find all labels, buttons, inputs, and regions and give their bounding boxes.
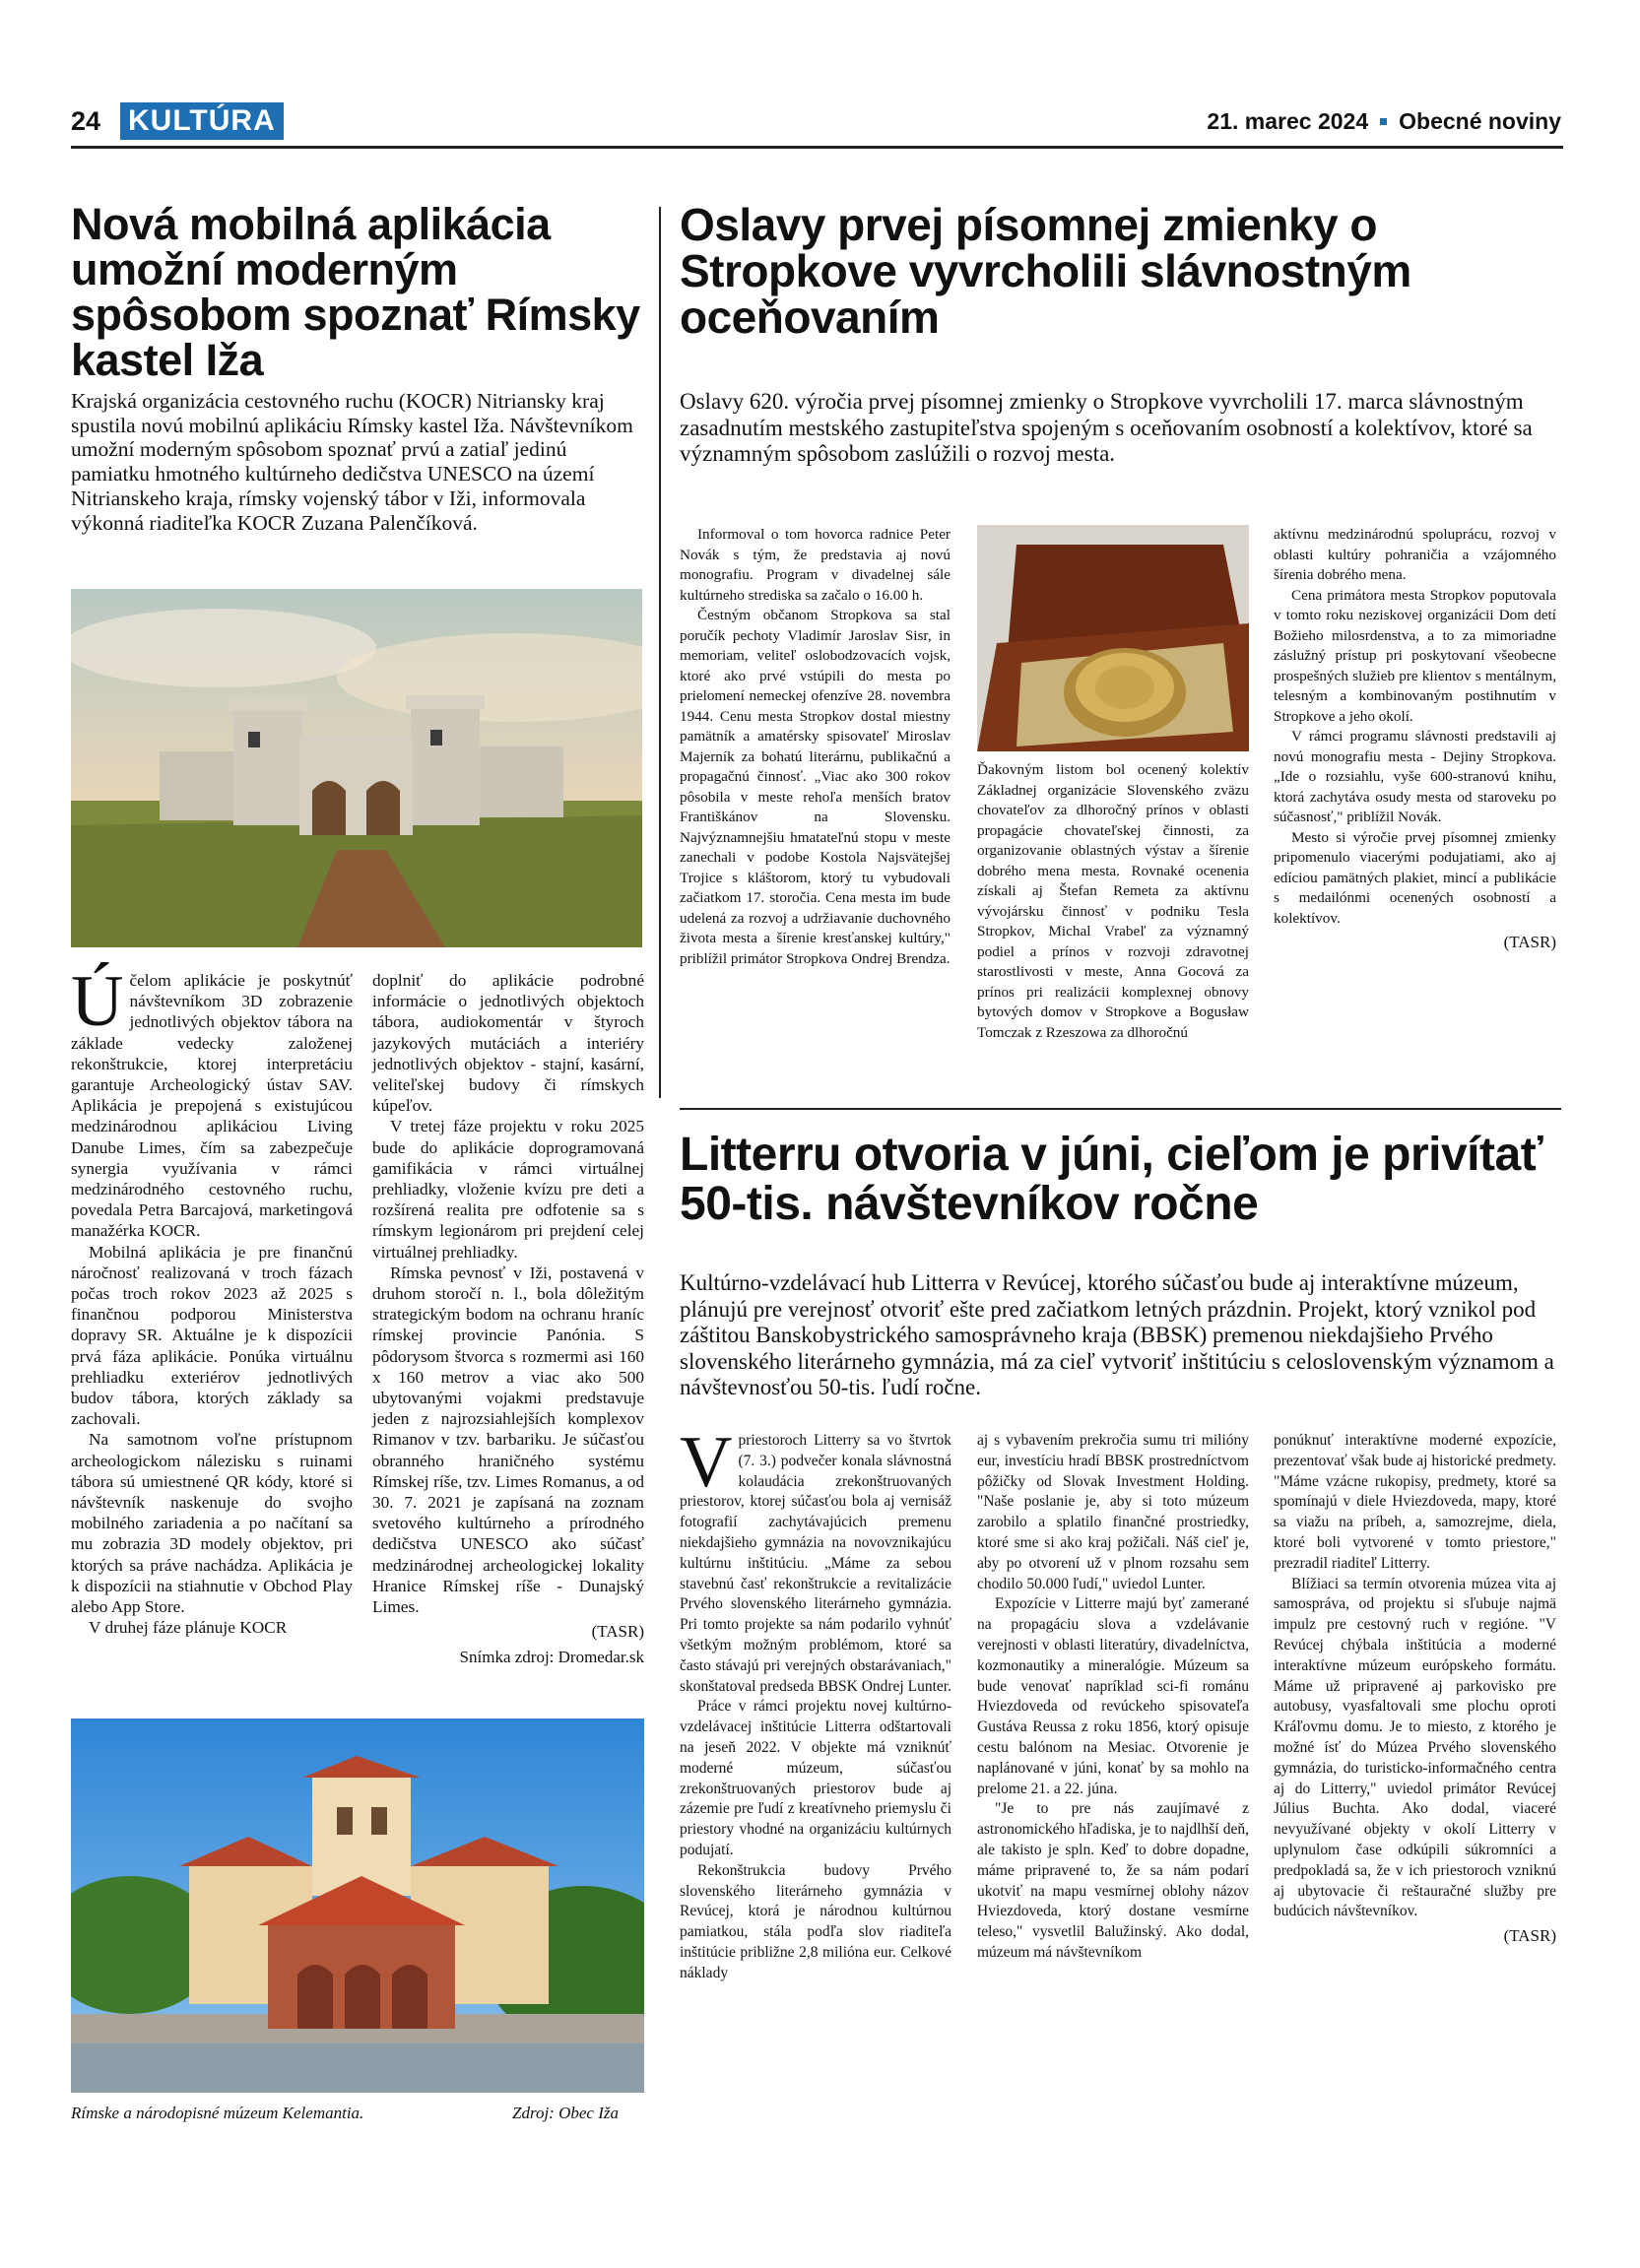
article2-lead: Oslavy 620. výročia prvej písomnej zmienky o Stropkove vyvrcholili 17. marca slávnostným zasadnutím mestského zastupiteľstva spojeným s oceňovaním osobností a kolektívov, ktoré sa významným spôsobom zaslúžili o rozvoj mesta. xyxy=(680,389,1533,466)
article1-paragraph: Mobilná aplikácia je pre finančnú náročnosť realizovaná v troch fázach počas troch rokov 2023 až 2025 s finančnou podporou Ministerstva dopravy SR. Aktuálne je k dispozícii prvá fáza aplikácie. Ponúka virtuálnu prehliadku exteriérov jednotlivých budov tábora, ktorých základy sa zachovali. xyxy=(71,1242,353,1429)
article2-column1 xyxy=(680,525,951,969)
article1-source: (TASR) xyxy=(591,1622,644,1642)
dropcap: V xyxy=(680,1422,733,1503)
article2-paragraph: V rámci programu slávnosti predstavili aj novú monografiu mesta - Dejiny Stropkova. „Ide o rozsiahlu, vyše 600-stranovú knihu, ktorá zachytáva osudy mesta od staroveku po súčasnosť," priblížil Novák. xyxy=(1274,728,1556,825)
roman-fort-illustration xyxy=(71,589,642,947)
dropcap: Ú xyxy=(71,961,124,1042)
article2-paragraph: Cena primátora mesta Stropkov poputovala v tomto roku neziskovej organizácii Dom detí Božieho milosrdenstva, a to za mimoriadne záslužný prístup pri poskytovaní všeobecne prospešných služieb pre klientov s mentálnym, telesným a kombinovaným postihnutím v Stropkove a jeho okolí. xyxy=(1274,586,1556,725)
article1-title: Nová mobilná aplikácia umožní moderným spôsobom spoznať Rímsky kastel Iža xyxy=(71,199,640,385)
article3-paragraph: ponúknuť interaktívne moderné expozície, prezentovať však bude aj historické predmety. "Máme vzácne rukopisy, predmety, ktoré sa spomínajú v diele Hviezdoveda, mapy, ktoré sa viažu na príbeh, a, samozrejme, diela, ktoré boli vytvorené v tomto priestore," prezradil riaditeľ Litterry. xyxy=(1274,1432,1556,1572)
article2-column2 xyxy=(977,760,1249,1043)
article3-paragraph: Rekonštrukcia budovy Prvého slovenského literárneho gymnázia v Revúcej, ktorá je národnou kultúrnou pamiatkou, stála podľa slov riaditeľa inštitúcie približne 2,8 milióna eur. Celkové náklady xyxy=(680,1861,951,1981)
article1-paragraph xyxy=(71,961,353,1242)
award-seal-photo xyxy=(977,525,1249,751)
article1-column1 xyxy=(71,961,353,1639)
article2-title: Oslavy prvej písomnej zmienky o Stropkove vyvrcholili slávnostným oceňovaním xyxy=(680,199,1411,343)
article1-first-text: čelom aplikácie je poskytnúť návštevníkom 3D zobrazenie jednotlivých objektov tábora na základe vedecky založenej rekonštrukcie, ktorej interpretáciu garantuje Archeologický ústav SAV. Aplikácia je prepojená s existujúcou medzinárodnou aplikáciou Living Danube Limes, čím sa zabezpečuje synergia využívania v rámci medzinárodného cestovného ruchu, povedala Petra Barcajová, marketingová manažérka KOCR. xyxy=(71,971,353,1241)
article3-paragraph: "Je to pre nás zaujímavé z astronomického hľadiska, je to najdlhší deň, ale takisto je spln. Keď to dobre dopadne, máme pripravené to, že sa nám podarí ukotviť na mapu vesmírnej oblohy názov Hviezdoveda, ktorý dostane vesmírne teleso," vysvetlil Balužinský. Ako dodal, múzeum má návštevníkom xyxy=(977,1800,1249,1961)
roman-fort-photo xyxy=(71,589,642,947)
article2-paragraph: Čestným občanom Stropkova sa stal poručík pechoty Vladimír Jaroslav Sisr, in memoriam, veliteľ oslobodzovacích vojsk, ktoré ako prvé vstúpili do mesta po prielomení nemeckej ofenzíve 28. novembra 1944. Cenu mesta Stropkov dostal miestny pamätník a amatérsky spisovateľ Miroslav Majerník za bohatú literárnu, publikačnú a propagačnú činnosť. „Viac ako 300 rokov pôsobila v meste rehoľa menších bratov Františkánov na Slovensku. Najvýznamnejšiu hmatateľnú stopu v meste zanechali v podobe Kostola Najsvätejšej Trojice s kláštorom, ktorý tu vybudovali začiatkom 17. storočia. Cena mesta im bude udelená za rozvoj a udržiavanie duchovného života mesta a šírenie kresťanskej kultúry," priblížil primátor Stropkova Ondrej Brendza. xyxy=(680,607,951,967)
article2-paragraph: Mesto si výročie prvej písomnej zmienky pripomenulo viacerými podujatiami, ako aj edíciou pamätných plakiet, mincí a publikácie s medailónmi ocenených osobností a kolektívov. xyxy=(1274,828,1556,927)
article3-column1 xyxy=(680,1422,951,1984)
article3-column3 xyxy=(1274,1431,1556,1947)
article1-paragraph: V druhej fáze plánuje KOCR xyxy=(89,1618,288,1638)
article1-paragraph: Rímska pevnosť v Iži, postavená v druhom storočí n. l., bola dôležitým strategickým bodom na ochranu hraníc rímskej provincie Panónia. S pôdorysom štvorca s rozmermi asi 160 x 160 metrov a viac ako 500 ubytovanými vojakmi predstavuje jeden z najrozsiahlejších komplexov Rimanov v tzv. barbariku. Je súčasťou obranného hraničného systému Rímskej ríše, tzv. Limes Romanus, a od 30. 7. 2021 je zapísaná na zoznam svetového kultúrneho a prírodného dedičstva UNESCO ako súčasť medzinárodnej archeologickej lokality Hranice Rímskej ríše - Dunajský Limes. xyxy=(372,1263,644,1617)
article3-paragraph xyxy=(680,1422,951,1697)
article3-paragraph: Práce v rámci projektu novej kultúrno-vzdelávacej inštitúcie Litterra odštartovali na jeseň 2022. V objekte má vzniknúť moderné múzeum, súčasťou zrekonštruovaných priestorov bude aj zázemie pre ľudí z kreatívneho priemyslu či priestory vhodné na organizáciu kultúrnych podujatí. xyxy=(680,1698,951,1858)
article1-lead: Krajská organizácia cestovného ruchu (KOCR) Nitriansky kraj spustila novú mobilnú aplikáciu Rímsky kastel Iža. Návštevníkom umožní moderným spôsobom spoznať prvú a zatiaľ jedinú pamiatku hmotného kultúrneho dedičstva UNESCO na území Nitrianskeho kraja, rímsky vojenský tábor v Iži, informovala výkonná riaditeľka KOCR Zuzana Palenčíková. xyxy=(71,389,633,535)
issue-info xyxy=(1207,108,1561,135)
article3-paragraph: aj s vybavením prekročia sumu tri milióny eur, investíciu hradí BBSK prostredníctvom pôžičky od Slovak Investment Holding. "Naše poslanie je, aby si toto múzeum zarobilo a splatilo finančné prostriedky, ktoré sme si ako kraj požičali. Náš cieľ je, aby po otvorení už v plnom rozsahu sem chodilo 50.000 ľudí," uviedol Lunter. xyxy=(977,1432,1249,1592)
page-number: 24 xyxy=(71,106,101,136)
article1-paragraph: Na samotnom voľne prístupnom archeologickom nálezisku s ruinami tábora sú umiestnené QR kódy, ktoré si návštevník naskenuje do svojho mobilného zariadenia a po načítaní sa mu zobrazia 3D modely objektov, pri ktorých sa práve nachádza. Aplikácia je k dispozícii na stiahnutie v Obchod Play alebo App Store. xyxy=(71,1430,353,1617)
museum-illustration xyxy=(71,1718,644,2093)
column-divider xyxy=(659,207,661,1098)
museum-photo-source: Zdroj: Obec Iža xyxy=(512,2104,619,2122)
header-rule xyxy=(71,146,1563,149)
seal-illustration xyxy=(977,525,1249,751)
article3-paragraph: Expozície v Litterre majú byť zamerané na propagáciu slova a vzdelávanie verejnosti v oblasti literatúry, divadelníctva, kozmonautiky a mineralógie. Múzeum sa bude venovať napríklad sci-fi románu Hviezdoveda od revúckeho spisovateľa Gustáva Reussa z roku 1856, ktorý opisuje cestu balónom na Mesiac. Otvorenie je naplánované v júni, konať by sa mohlo na prelome 21. a 22. júna. xyxy=(977,1595,1249,1797)
article3-column2 xyxy=(977,1431,1249,1964)
publication-name: Obecné noviny xyxy=(1399,108,1561,134)
issue-date: 21. marec 2024 xyxy=(1207,108,1369,134)
article2-paragraph: Ďakovným listom bol ocenený kolektív Základnej organizácie Slovenského zväzu chovateľov za dlhoročný prínos v oblasti propagácie chovateľskej činnosti, za organizovanie oblastných výstav a šírenie dobrého mena mesta. Rovnaké ocenenia získali aj Štefan Remeta za aktívnu vývojársku činnosť v podniku Tesla Stropkov, Michal Vrabeľ za významný podiel a prínos v rozvoji zdravotnej starostlivosti v meste, Anna Gocová za prínos pri realizácii komplexnej obnovy bytových domov v Stropkove a Bogusław Tomczak z Rzeszowa za dlhoročnú xyxy=(977,761,1249,1041)
museum-photo xyxy=(71,1718,644,2093)
article3-paragraph: Blížiaci sa termín otvorenia múzea vita aj samospráva, od projektu si sľubuje najmä impulz pre cestovný ruch v regióne. "V Revúcej chýbala inštitúcia a moderné interaktívne múzeum európskeho formátu. Máme už pripravené aj parkovisko pre autobusy, vyasfaltovali sme plochu oproti Kráľovmu domu. Je to miesto, z ktorého je možné ísť do Múzea Prvého slovenského gymnázia, do turisticko-informačného centra aj do Litterry," uviedol primátor Revúcej Július Buchta. Ako dodal, viaceré nevyužívané objekty v okolí Litterry v uplynulom čase odkúpili súkromníci a predpokladá sa, že v ich priestoroch vzniknú aj ubytovacie či reštauračné služby pre budúcich návštevníkov. xyxy=(1274,1575,1556,1920)
photo-credit: Snímka zdroj: Dromedar.sk xyxy=(459,1647,644,1666)
article3-lead: Kultúrno-vzdelávací hub Litterra v Revúcej, ktorého súčasťou bude aj interaktívne múzeum, plánujú pre verejnosť otvoriť ešte pred začiatkom letných prázdnin. Projekt, ktorý vznikol pod záštitou Banskobystrického samosprávneho kraja (BBSK) premenou niekdajšieho Prvého slovenského literárneho gymnázia, má za cieľ vytvoriť inštitúciu s celoslovenským významom a návštevnosťou 50-tis. ľudí ročne. xyxy=(680,1270,1554,1399)
separator-square-icon xyxy=(1380,118,1387,125)
article2-paragraph: aktívnu medzinárodnú spoluprácu, rozvoj v oblasti kultúry pohraničia a vzájomného šírenia dobrého mena. xyxy=(1274,526,1556,583)
section-label: KULTÚRA xyxy=(120,102,284,140)
article3-title: Litterru otvoria v júni, cieľom je privítať 50-tis. návštevníkov ročne xyxy=(680,1129,1543,1230)
article2-source: (TASR) xyxy=(1503,933,1556,951)
article1-column2 xyxy=(372,970,644,1667)
article1-paragraph: V tretej fáze projektu v roku 2025 bude do aplikácie doprogramovaná gamifikácia v rámci virtuálnej prehliadky, vloženie kvízu pre deti a rozšírená realita pre odfotenie sa s rímskym legionárom pri prejdení celej virtuálnej prehliadky. xyxy=(372,1117,644,1262)
article-divider xyxy=(680,1108,1561,1110)
article3-source: (TASR) xyxy=(1503,1926,1556,1946)
article1-paragraph: doplniť do aplikácie podrobné informácie o jednotlivých objektoch tábora, audiokomentár v štyroch jazykových mutáciách a interiéry jednotlivých objektov - stajní, kasární, veliteľskej budovy či rímskych kúpeľov. xyxy=(372,971,644,1116)
article2-column3 xyxy=(1274,525,1556,953)
article3-first-text: priestoroch Litterry sa vo štvrtok (7. 3.) podvečer konala slávnostná kolaudácia zrekonštruovaných priestorov, ktorej súčasťou bola aj vernisáž fotografií zachytávajúcich premenu niekdajšieho gymnázia na novovznikajúcu kultúrnu inštitúciu. „Máme za sebou stavebnú časť rekonštrukcie a revitalizácie Prvého slovenského literárneho gymnázia. Pri tomto projekte sa nám podarilo vyhnúť všetkým možným problémom, ktoré sa často stávajú pri verejných obstarávaniach," skonštatoval predseda BBSK Ondrej Lunter. xyxy=(680,1432,951,1695)
museum-photo-caption: Rímske a národopisné múzeum Kelemantia. xyxy=(71,2104,364,2122)
article2-paragraph: Informoval o tom hovorca radnice Peter Novák s tým, že predstavia aj novú monografiu. Program v divadelnej sále kultúrneho strediska sa začalo o 16.00 h. xyxy=(680,526,951,604)
